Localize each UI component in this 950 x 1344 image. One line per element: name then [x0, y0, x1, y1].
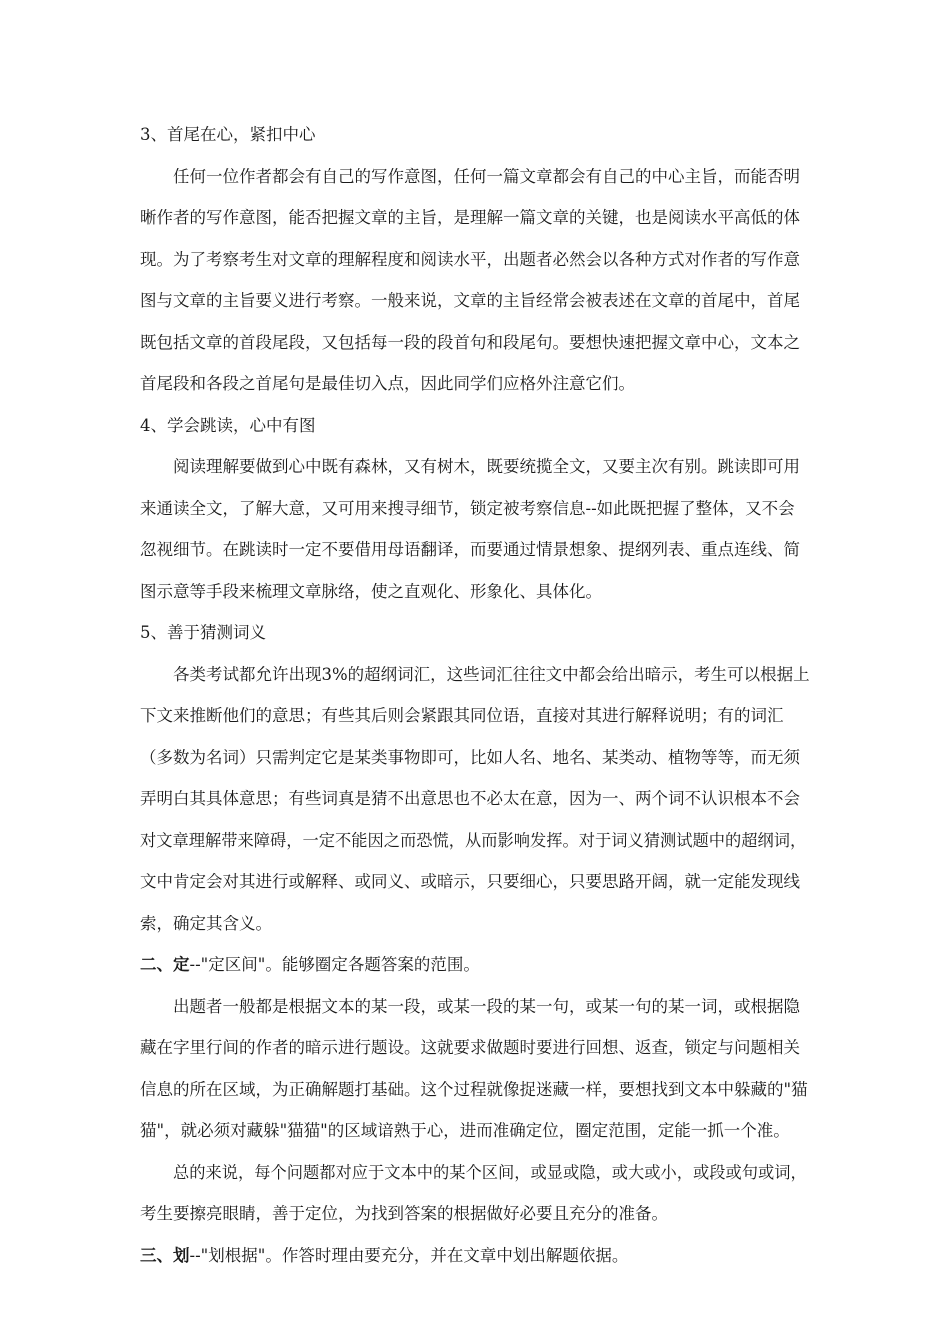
text-line: 既包括文章的首段尾段，又包括每一段的段首句和段尾句。要想快速把握文章中心，文本之 — [140, 332, 800, 352]
text-line: 忽视细节。在跳读时一定不要借用母语翻译，而要通过情景想象、提纲列表、重点连线、简 — [140, 540, 800, 559]
text-line: （多数为名词）只需判定它是某类事物即可，比如人名、地名、某类动、植物等等，而无须 — [140, 747, 800, 767]
text-line: 猫"，就必须对藏躲"猫猫"的区域谙熟于心，进而准确定位，圈定范围，定能一抓一个准。 — [140, 1121, 790, 1140]
heading-text: --"定区间"。能够圈定各题答案的范围。 — [189, 955, 480, 974]
text-line: 索，确定其含义。 — [140, 913, 272, 933]
paragraph-first-line: 任何一位作者都会有自己的写作意图，任何一篇文章都会有自己的中心主旨，而能否明 — [173, 166, 800, 186]
text-line: 现。为了考察考生对文章的理解程度和阅读水平，出题者必然会以各种方式对作者的写作意 — [140, 249, 800, 269]
text-line: 图与文章的主旨要义进行考察。一般来说，文章的主旨经常会被表述在文章的首尾中，首尾 — [140, 291, 800, 310]
text-line: 首尾段和各段之首尾句是最佳切入点，因此同学们应格外注意它们。 — [140, 374, 635, 393]
text-line: 文中肯定会对其进行或解释、或同义、或暗示，只要细心，只要思路开阔，就一定能发现线 — [140, 872, 800, 891]
text-line: 晰作者的写作意图，能否把握文章的主旨，是理解一篇文章的关键，也是阅读水平高低的体 — [140, 208, 800, 227]
paragraph-first-line: 阅读理解要做到心中既有森林，又有树木，既要统揽全文，又要主次有别。跳读即可用 — [173, 457, 800, 476]
heading-text: --"划根据"。作答时理由要充分，并在文章中划出解题依据。 — [189, 1245, 629, 1265]
text-line: 考生要擦亮眼睛，善于定位，为找到答案的根据做好必要且充分的准备。 — [140, 1204, 668, 1223]
text-line: 对文章理解带来障碍，一定不能因之而恐慌，从而影响发挥。对于词义猜测试题中的超纲词， — [140, 830, 807, 850]
heading-label: 二、定 — [140, 955, 190, 974]
section-heading — [140, 1242, 810, 1284]
text-line: 信息的所在区域，为正确解题打基础。这个过程就像捉迷藏一样，要想找到文本中躲藏的"猫 — [140, 1079, 808, 1099]
heading-label: 三、划 — [140, 1245, 190, 1265]
text-line: 5、善于猜测词义 — [140, 623, 266, 642]
text-line: 弄明白其具体意思；有些词真是猜不出意思也不必太在意，因为一、两个词不认识根本不会 — [140, 789, 800, 808]
text-line: 3、首尾在心，紧扣中心 — [140, 125, 316, 144]
text-line: 4、学会跳读，心中有图 — [140, 415, 316, 435]
section-heading — [140, 951, 810, 993]
paragraph-first-line: 总的来说，每个问题都对应于文本中的某个区间，或显或隐，或大或小，或段或句或词， — [173, 1162, 807, 1182]
paragraph-first-line: 各类考试都允许出现3%的超纲词汇，这些词汇往往文中都会给出暗示，考生可以根据上 — [173, 664, 810, 684]
paragraph-first-line: 出题者一般都是根据文本的某一段，或某一段的某一句，或某一句的某一词，或根据隐 — [173, 996, 800, 1016]
text-line: 藏在字里行间的作者的暗示进行题设。这就要求做题时要进行回想、返查，锁定与问题相关 — [140, 1038, 800, 1057]
text-line: 图示意等手段来梳理文章脉络，使之直观化、形象化、具体化。 — [140, 581, 602, 601]
text-line: 来通读全文，了解大意，又可用来搜寻细节，锁定被考察信息--如此既把握了整体，又不会 — [140, 498, 795, 518]
text-line: 下文来推断他们的意思；有些其后则会紧跟其同位语，直接对其进行解释说明；有的词汇 — [140, 706, 784, 725]
